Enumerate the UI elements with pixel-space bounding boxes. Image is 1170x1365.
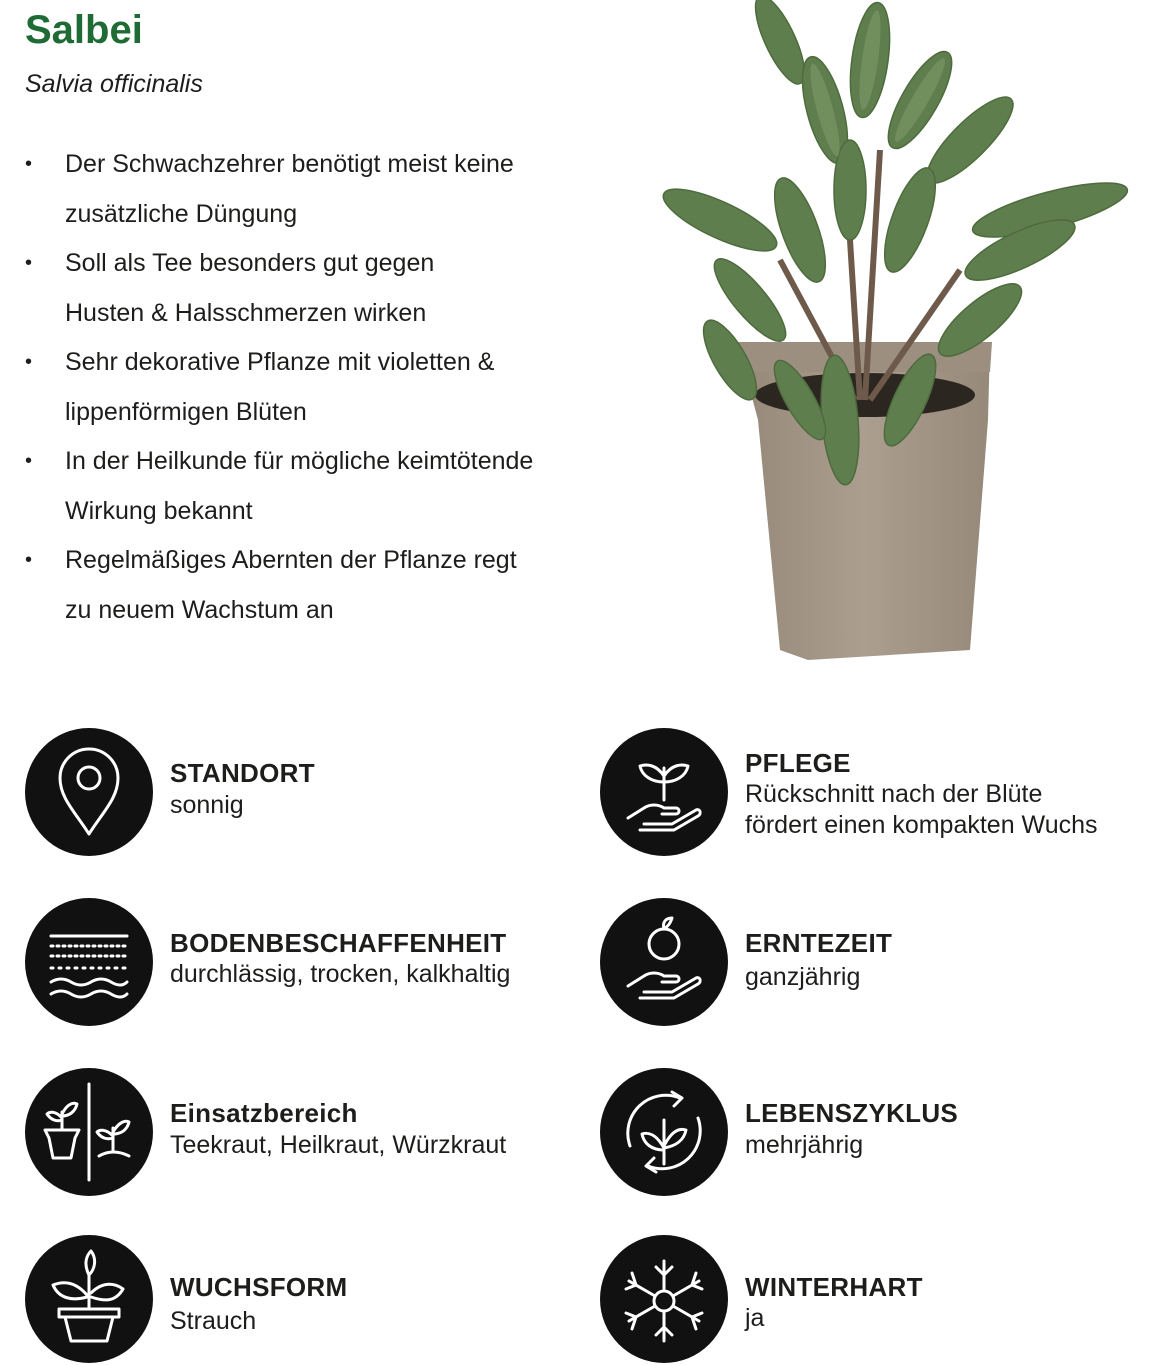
feature-bodenbeschaffenheit (25, 898, 595, 1028)
feature-erntezeit (600, 898, 1160, 1028)
bullet-line: zusätzliche Düngung (65, 199, 298, 228)
feature-title: PFLEGE (745, 748, 851, 778)
feature-text: mehrjährig (745, 1131, 864, 1159)
feature-text: Rückschnitt nach der Blüte (745, 780, 1043, 808)
feature-text: ja (745, 1304, 765, 1332)
feature-title: LEBENSZYKLUS (745, 1098, 959, 1128)
feature-text: Teekraut, Heilkraut, Würzkraut (170, 1131, 507, 1159)
bullet-line: lippenförmigen Blüten (65, 397, 307, 426)
bullet-dot: • (25, 153, 33, 175)
feature-title: STANDORT (170, 758, 315, 788)
feature-title: Einsatzbereich (170, 1098, 358, 1128)
feature-lebenszyklus (600, 1068, 1160, 1198)
bullet-line: Der Schwachzehrer benötigt meist keine (65, 150, 514, 178)
sage-plant-image (630, 0, 1150, 670)
bullet-dot: • (25, 351, 33, 373)
bullet-line: Sehr dekorative Pflanze mit violetten & (65, 348, 495, 376)
snowflake-icon (600, 1235, 728, 1363)
feature-text: sonnig (170, 791, 244, 819)
feature-text: ganzjährig (745, 963, 861, 991)
bullet-item (25, 239, 605, 338)
bullet-line: Soll als Tee besonders gut gegen (65, 249, 435, 277)
feature-standort (25, 728, 585, 858)
bullet-line: Husten & Halsschmerzen wirken (65, 298, 427, 327)
feature-bullet-list (25, 140, 605, 635)
bullet-line: zu neuem Wachstum an (65, 595, 334, 624)
plant-cycle-icon (600, 1068, 728, 1196)
bullet-item (25, 338, 605, 437)
bullet-item (25, 437, 605, 536)
bullet-line: In der Heilkunde für mögliche keimtötende (65, 447, 534, 475)
bullet-line: Wirkung bekannt (65, 496, 253, 525)
feature-title: WUCHSFORM (170, 1272, 348, 1302)
soil-layers-icon (25, 898, 153, 1026)
feature-wuchsform (25, 1235, 595, 1365)
bullet-item (25, 140, 605, 239)
feature-text: fördert einen kompakten Wuchs (745, 811, 1098, 839)
location-pin-icon (25, 728, 153, 856)
feature-einsatzbereich (25, 1068, 595, 1198)
potted-plant-icon (25, 1235, 153, 1363)
seedling-hand-icon (600, 728, 728, 856)
fruit-hand-icon (600, 898, 728, 1026)
feature-text: durchlässig, trocken, kalkhaltig (170, 960, 511, 988)
bullet-dot: • (25, 252, 33, 274)
bullet-item (25, 536, 605, 635)
bullet-line: Regelmäßiges Abernten der Pflanze regt (65, 546, 517, 574)
feature-title: WINTERHART (745, 1272, 923, 1302)
product-title: Salbei (25, 8, 143, 52)
feature-text: Strauch (170, 1307, 257, 1335)
feature-pflege (600, 728, 1160, 858)
product-latin-name: Salvia officinalis (25, 70, 203, 98)
feature-title: ERNTEZEIT (745, 928, 893, 958)
feature-winterhart (600, 1235, 1160, 1365)
bullet-dot: • (25, 450, 33, 472)
pot-and-ground-plant-icon (25, 1068, 153, 1196)
bullet-dot: • (25, 549, 33, 571)
feature-title: BODENBESCHAFFENHEIT (170, 928, 507, 958)
